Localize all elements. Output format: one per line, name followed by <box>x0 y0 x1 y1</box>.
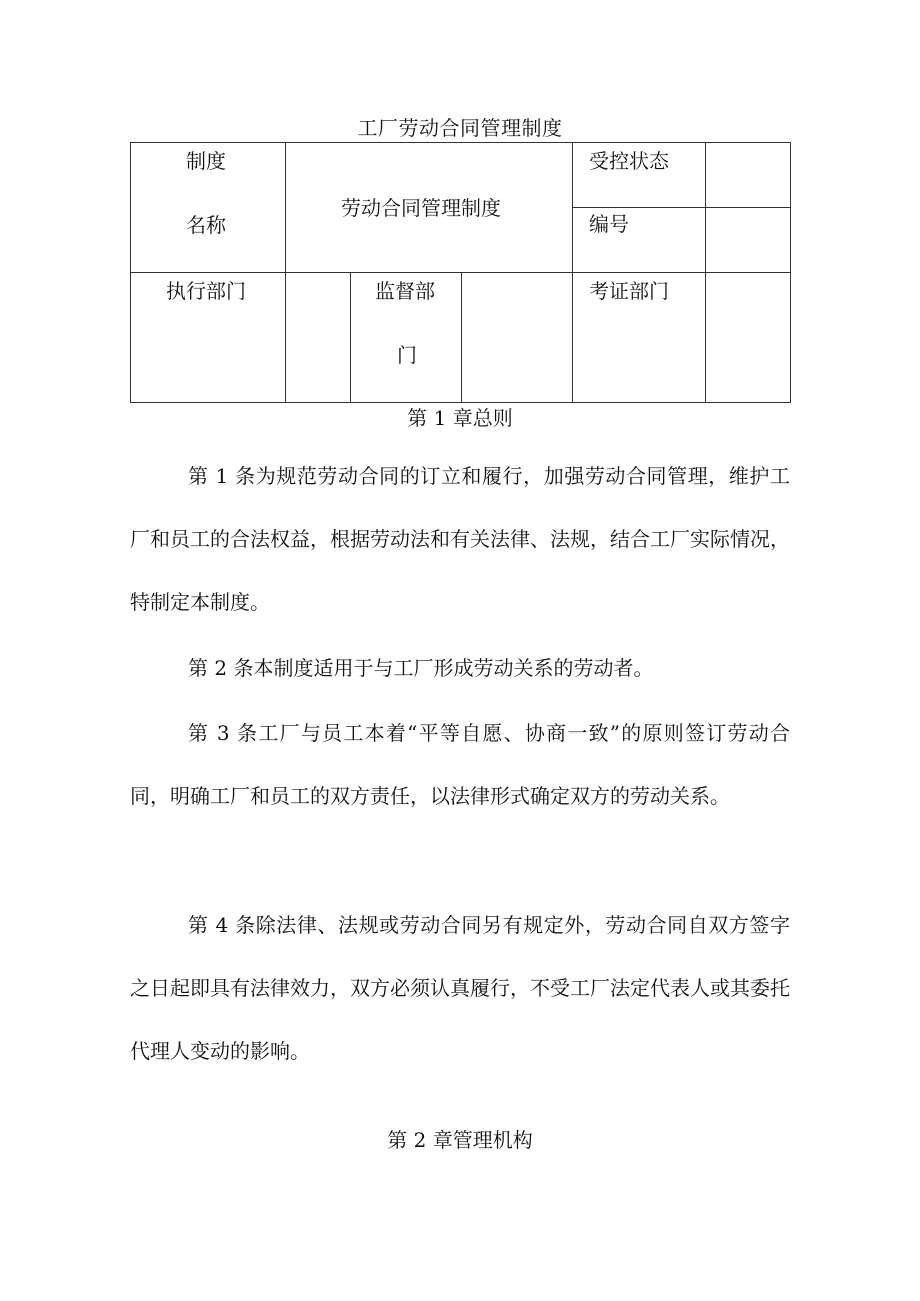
label-supervise-dept-cell <box>351 273 462 403</box>
article-1: 第 1 条为规范劳动合同的订立和履行，加强劳动合同管理，维护工厂和员工的合法权益，根据劳动法和有关法律、法规，结合工厂实际情况，特制定本制度。 <box>130 464 790 614</box>
label-system-name-cell <box>131 143 286 273</box>
verify-dept-value-cell <box>706 273 791 403</box>
article-3: 第 3 条工厂与员工本着“平等自愿、协商一致”的原则签订劳动合同，明确工厂和员工的双方责任，以法律形式确定双方的劳动关系。 <box>130 721 790 808</box>
label-exec-dept: 执行部门 <box>166 279 246 303</box>
system-name-value: 劳动合同管理制度 <box>341 196 501 220</box>
chapter-2-heading: 第 2 章管理机构 <box>387 1128 533 1152</box>
article-4: 第 4 条除法律、法规或劳动合同另有规定外，劳动合同自双方签字之日起即具有法律效力，双方必须认真履行，不受工厂法定代表人或其委托代理人变动的影响。 <box>130 913 790 1063</box>
exec-dept-value-cell <box>286 273 351 403</box>
number-value-cell <box>706 208 791 273</box>
label-exec-dept-cell <box>131 273 286 403</box>
supervise-dept-value-cell <box>462 273 573 403</box>
label-number-cell <box>573 208 706 273</box>
system-name-value-cell <box>286 143 573 273</box>
chapter-1-heading: 第 1 章总则 <box>407 406 513 430</box>
control-info-table <box>130 142 791 403</box>
article-2: 第 2 条本制度适用于与工厂形成劳动关系的劳动者。 <box>188 656 654 680</box>
label-verify-dept: 考证部门 <box>589 279 669 303</box>
label-system-name-line1: 制度 <box>186 149 226 173</box>
label-control-status: 受控状态 <box>589 149 669 173</box>
label-verify-dept-cell <box>573 273 706 403</box>
label-control-status-cell <box>573 143 706 208</box>
label-number: 编号 <box>589 212 629 236</box>
label-system-name-line2: 名称 <box>186 213 226 237</box>
control-status-value-cell <box>706 143 791 208</box>
document-title: 工厂劳动合同管理制度 <box>357 116 563 140</box>
label-supervise-dept-line2: 门 <box>397 343 417 367</box>
label-supervise-dept-line1: 监督部 <box>375 279 435 303</box>
